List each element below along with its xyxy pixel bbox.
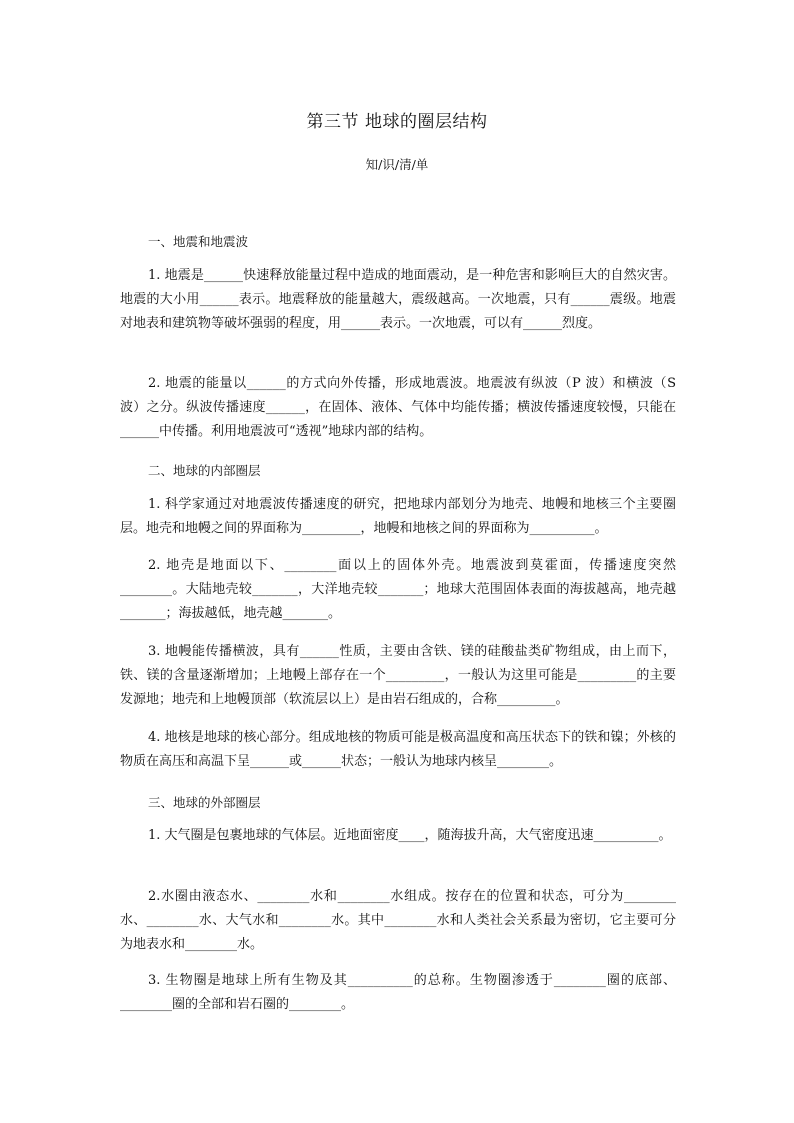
paragraph-internal-4: 4. 地核是地球的核心部分。组成地核的物质可能是极高温度和高压状态下的铁和镍；外核的物质在高压和高温下呈______或______状态；一般认为地球内核呈________。 (120, 730, 676, 769)
document-title: 第三节 地球的圈层结构 (306, 112, 488, 132)
paragraph-internal-3: 3. 地幔能传播横波，具有______性质，主要由含铁、镁的硅酸盐类矿物组成，由上而下，铁、镁的含量逐渐增加；上地幔上部存在一个_________，一般认为这里可能是_________的主要发源地；地壳和上地幔顶部（软流层以上）是由岩石组成的，合称_________。 (120, 644, 676, 707)
section-heading-internal-layers: 二、地球的内部圈层 (148, 463, 261, 478)
document-subtitle: 知/识/清/单 (365, 157, 429, 172)
paragraph-external-3: 3. 生物圈是地球上所有生物及其__________的总称。生物圈渗透于________圈的底部、________圈的全部和岩石圈的________。 (120, 973, 676, 1012)
paragraph-external-1: 1. 大气圈是包裹地球的气体层。近地面密度____，随海拔升高，大气密度迅速__________。 (148, 828, 672, 843)
paragraph-internal-2: 2. 地壳是地面以下、________面以上的固体外壳。地震波到莫霍面，传播速度突然________。大陆地壳较_______，大洋地壳较_______；地球大范围固体表面的海拔越高，地壳越_______；海拔越低，地壳越_______。 (120, 558, 676, 621)
paragraph-external-2: 2.水圈由液态水、________水和________水组成。按存在的位置和状态，可分为________水、________水、大气水和________水。其中________水和人类社会关系最为密切，它主要可分为地表水和________水。 (120, 889, 676, 952)
paragraph-internal-1: 1. 科学家通过对地震波传播速度的研究，把地球内部划分为地壳、地幔和地核三个主要圈层。地壳和地幔之间的界面称为_________，地幔和地核之间的界面称为__________。 (120, 497, 676, 536)
section-heading-earthquake: 一、地震和地震波 (148, 234, 249, 249)
paragraph-earthquake-1: 1. 地震是______快速释放能量过程中造成的地面震动，是一种危害和影响巨大的自然灾害。地震的大小用______表示。地震释放的能量越大，震级越高。一次地震，只有______震级。地震对地表和建筑物等破坏强弱的程度，用______表示。一次地震，可以有______烈度。 (120, 268, 676, 331)
section-heading-external-layers: 三、地球的外部圈层 (148, 795, 261, 810)
paragraph-earthquake-2: 2. 地震的能量以______的方式向外传播，形成地震波。地震波有纵波（P 波）和横波（S 波）之分。纵波传播速度______，在固体、液体、气体中均能传播；横波传播速度较慢，只能在______中传播。利用地震波可“透视”地球内部的结构。 (120, 376, 676, 439)
